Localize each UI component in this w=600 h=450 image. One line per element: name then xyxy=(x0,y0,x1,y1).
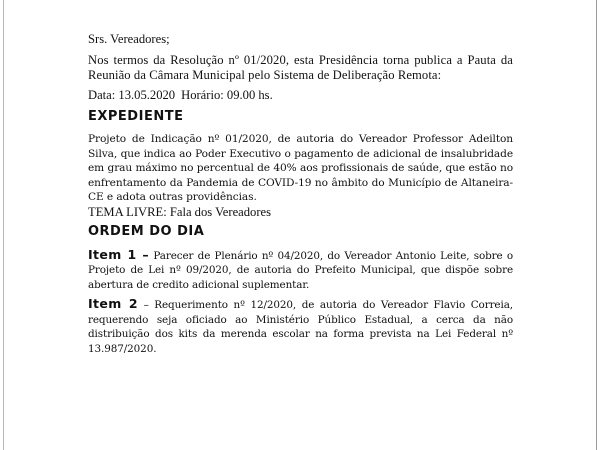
expediente-project: Projeto de Indicação nº 01/2020, de autoria do Vereador Professor Adeilton Silva, que indica ao Poder Executivo o pagamento de adicional de insalubridade em grau máximo no percentual de 40% aos profissionais de saúde, que estão no enfrentamento da Pandemia de COVID-19 no âmbito do Município de Altaneira-CE e adota outras providências. xyxy=(88,133,513,203)
meeting-time: Horário: 09.00 hs. xyxy=(181,88,273,102)
meeting-date: Data: 13.05.2020 xyxy=(88,88,176,102)
agenda-item-2 xyxy=(88,297,513,356)
agenda-item-1-text: Parecer de Plenário nº 04/2020, do Vereador Antonio Leite, sobre o Projeto de Lei nº 09/2020, de autoria do Prefeito Municipal, que dispõe sobre abertura de credito adicional suplementar. xyxy=(88,249,514,291)
ordem-do-dia-heading: ORDEM DO DIA xyxy=(88,223,205,239)
intro-paragraph: Nos termos da Resolução nº 01/2020, esta Presidência torna publica a Pauta da Reunião da Câmara Municipal pelo Sistema de Deliberação Remota: xyxy=(88,53,513,82)
salutation: Srs. Vereadores; xyxy=(88,32,170,46)
agenda-item-2-text: – Requerimento nº 12/2020, de autoria do Vereador Flavio Correia, requerendo seja oficiado ao Ministério Público Estadual, a cerca da não distribuição dos kits da merenda escolar na forma prevista na Lei Federal nº 13.987/2020. xyxy=(88,299,514,355)
agenda-item-2-label: Item 2 xyxy=(88,296,138,311)
agenda-item-1-label: Item 1 – xyxy=(88,246,150,262)
page-border-left xyxy=(3,0,4,450)
document-page xyxy=(88,32,513,356)
page-border-right xyxy=(596,0,597,450)
tema-livre: TEMA LIVRE: Fala dos Vereadores xyxy=(88,204,272,219)
date-time-line xyxy=(88,88,513,103)
expediente-heading: EXPEDIENTE xyxy=(88,109,184,124)
agenda-item-1 xyxy=(88,248,513,293)
